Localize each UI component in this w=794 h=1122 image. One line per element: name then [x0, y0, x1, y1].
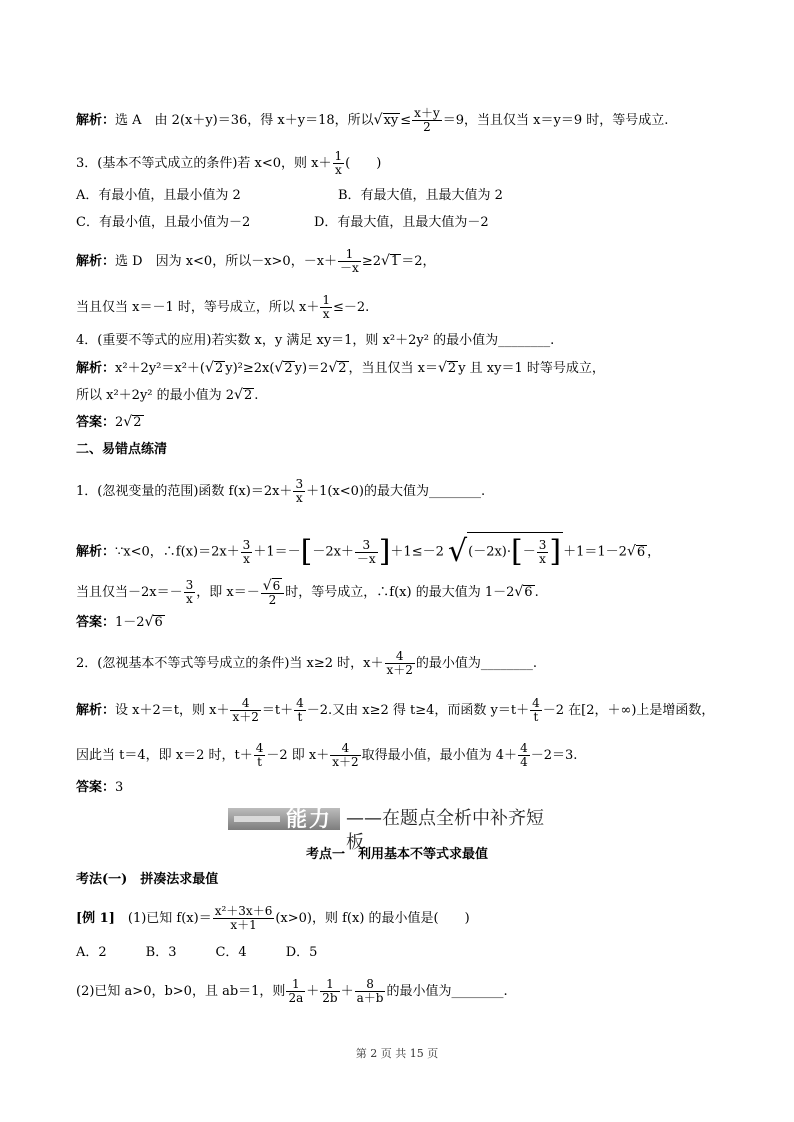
solution-line: 解析：选 D 因为 x<0，所以－x>0，－x＋ $\frac{1}{-x}$ ≥2√1 ＝2， — [76, 247, 436, 275]
question-1: 1．(忽视变量的范围)函数 f(x)＝2x＋ $\frac{3}{x}$ ＋1(x<0)的最大值为________. — [76, 477, 486, 505]
option-d: D．有最大值，且最大值为－2 — [314, 215, 489, 230]
option-b: B．有最大值，且最大值为 2 — [338, 188, 503, 203]
solution-line: 解析：选 A 由 2(x＋y)＝36，得 x＋y＝18，所以√xy ≤ $\frac{x+y}{2}$ ＝9，当且仅当 x＝y＝9 时，等号成立. — [76, 106, 669, 134]
solution-line: 当且仅当－2x＝－ $\frac{3}{x}$ ，即 x＝－ $\frac{√6}{2}$ 时，等号成立，∴f(x) 的最大值为 1－2√6 . — [76, 578, 539, 607]
banner-strong-text: 能力 — [286, 807, 332, 831]
question-3: 3．(基本不等式成立的条件)若 x<0，则 x＋ $\frac{1}{x}$ ( ) — [76, 149, 382, 177]
answer-line: 答案：3 — [76, 780, 124, 795]
banner-subtitle: ——在题点全析中补齐短板 — [346, 808, 544, 853]
option-a: A．有最小值，且最小值为 2 — [76, 188, 241, 203]
option-c: C．有最小值，且最小值为－2 — [76, 215, 251, 230]
section-heading: 二、易错点练清 — [76, 442, 168, 457]
example-options: A．2 B．3 C．4 D．5 — [76, 945, 318, 960]
question-2: 2．(忽视基本不等式等号成立的条件)当 x≥2 时，x＋ $\frac{4}{x+2}$ 的最小值为________. — [76, 649, 538, 677]
answer-line: 答案：2√2 — [76, 414, 142, 430]
example-1: [例 1] (1)已知 f(x)＝ $\frac{\text{x²＋3x＋6}}{x+1}$ (x>0)，则 f(x) 的最小值是( ) — [76, 904, 470, 932]
method-heading: 考法(一) 拼凑法求最值 — [76, 872, 219, 887]
solution-line: 因此当 t＝4，即 x＝2 时，t＋ $\frac{4}{t}$ －2 即 x＋ $\frac{4}{x+2}$ 取得最小值，最小值为 4＋ $\frac{4}{4}$ －2＝3. — [76, 741, 578, 769]
ability-banner — [228, 805, 558, 853]
solution-line: 当且仅当 x＝－1 时，等号成立，所以 x＋ $\frac{1}{x}$ ≤－2. — [76, 293, 370, 321]
solution-line: 解析：x²＋2y²＝x²＋(√2 y)²≥2x(√2 y)＝2√2 ，当且仅当 x＝√2 y 且 xy＝1 时等号成立， — [76, 360, 605, 376]
example-1-part-2: (2)已知 a>0，b>0，且 ab＝1，则 $\frac{1}{2a}$ ＋ $\frac{1}{2b}$ ＋ $\frac{8}{a+b}$ 的最小值为________. — [76, 977, 508, 1005]
solution-line: 解析：设 x＋2＝t，则 x＋ $\frac{4}{x+2}$ ＝t＋ $\frac{4}{t}$ －2.又由 x≥2 得 t≥4，而函数 y＝t＋ $\frac{4}{t}$ －2 在[2，＋∞)上是增函数， — [76, 696, 715, 724]
solution-line: 解析：∵x<0，∴f(x)＝2x＋ $\frac{3}{x}$ ＋1＝－[－2x＋ $\frac{3}{-x}$ ]＋1≤－2 √(－2x)·[－ $\frac{3}{x}$ ] ＋1＝1－2√6 ， — [76, 534, 661, 569]
solution-line: 所以 x²＋2y² 的最小值为 2√2 . — [76, 387, 259, 403]
answer-line: 答案：1－2√6 — [76, 614, 163, 630]
section-title: 考点一 利用基本不等式求最值 — [305, 847, 488, 862]
question-4: 4．(重要不等式的应用)若实数 x，y 满足 xy＝1，则 x²＋2y² 的最小值为________. — [76, 333, 555, 348]
page-footer: 第 2 页 共 15 页 — [355, 1047, 439, 1060]
